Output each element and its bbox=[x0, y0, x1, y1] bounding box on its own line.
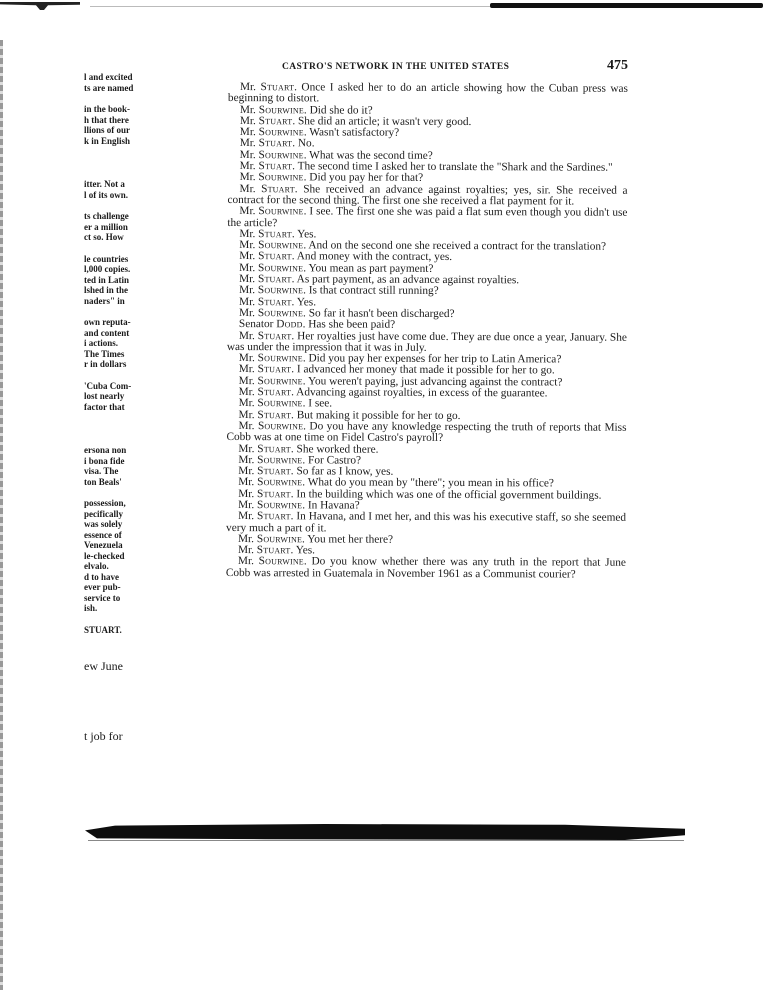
paragraph-text: Mr. bbox=[239, 114, 259, 128]
paragraph-text: Mr. bbox=[239, 239, 259, 252]
paragraph-text: Mr. bbox=[237, 555, 259, 568]
paragraph-text: Senator bbox=[238, 318, 277, 331]
margin-fragment: er a million bbox=[84, 221, 128, 232]
paragraph-text: . You mean as part payment? bbox=[303, 262, 434, 275]
transcript-paragraph bbox=[226, 556, 626, 580]
speaker-name: Stuart bbox=[257, 442, 291, 455]
fragment-gap bbox=[84, 635, 144, 659]
paragraph-text: . What was the second time? bbox=[303, 149, 433, 162]
margin-fragment: le-checked bbox=[84, 550, 125, 561]
margin-fragment: h that there bbox=[84, 114, 129, 125]
paragraph-text: Mr. bbox=[238, 329, 258, 342]
paragraph-text: . You met her there? bbox=[302, 533, 394, 546]
margin-fragment: visa. The bbox=[84, 466, 119, 476]
margin-fragment: ish. bbox=[84, 603, 98, 613]
margin-fragment: ts challenge bbox=[84, 211, 129, 221]
margin-fragment: Venezuela bbox=[84, 540, 123, 550]
margin-fragment: and content bbox=[84, 327, 130, 338]
paragraph-text: . And on the second one she received a contract for the translation? bbox=[303, 239, 607, 253]
paragraph-text: . And money with the contract, yes. bbox=[291, 250, 453, 264]
speaker-name: Sourwine bbox=[257, 352, 303, 365]
paragraph-text: . The second time I asked her to translate the "Shark and the Sardines." bbox=[292, 160, 613, 174]
transcript-body bbox=[226, 82, 628, 581]
margin-fragment: l,000 copies. bbox=[84, 264, 131, 274]
paragraph-text: Mr. bbox=[239, 137, 259, 150]
speaker-name: Sourwine bbox=[258, 103, 304, 116]
speaker-name: Sourwine bbox=[257, 420, 304, 433]
paragraph-text: . Do you know whether there was any truth in the report that June Cobb was arrested in Guatemala in November 1961 as a Communist courier? bbox=[225, 555, 626, 581]
paragraph-text: Mr. bbox=[238, 465, 258, 478]
paragraph-text: . Do you have any knowledge respecting the truth of reports that Miss Cobb was at one time on Fidel Castro's payroll? bbox=[226, 420, 627, 445]
paragraph-text: . In Havana? bbox=[302, 499, 360, 512]
scan-artifact-bottom-line bbox=[88, 840, 684, 841]
paragraph-text: Mr. bbox=[239, 81, 261, 94]
margin-fragment: pecifically bbox=[84, 508, 123, 519]
paragraph-text: . No. bbox=[292, 137, 315, 150]
margin-fragment: le countries bbox=[84, 253, 129, 264]
margin-fragment: service to bbox=[84, 592, 121, 603]
speaker-name: Sourwine bbox=[256, 499, 303, 512]
paragraph-text: . You weren't paying, just advancing against the contract? bbox=[302, 375, 563, 389]
paragraph-text: Mr. bbox=[238, 352, 258, 365]
speaker-name: Stuart bbox=[257, 487, 291, 500]
margin-fragment: llions of our bbox=[84, 125, 131, 135]
fragment-gap bbox=[84, 423, 144, 434]
margin-fragment: i actions. bbox=[84, 338, 119, 348]
speaker-name: Sourwine bbox=[258, 261, 304, 275]
speaker-name: Sourwine bbox=[256, 533, 303, 546]
margin-fragment: k in English bbox=[84, 135, 131, 146]
fragment-gap bbox=[84, 370, 144, 381]
paragraph-text: . Did she do it? bbox=[303, 103, 373, 117]
paragraph-text: . As part payment, as an advance against royalties. bbox=[291, 273, 520, 287]
paragraph-text: Mr. bbox=[238, 408, 258, 421]
speaker-name: Stuart bbox=[257, 465, 291, 478]
margin-fragment: elvalo. bbox=[84, 561, 109, 571]
speaker-name: Stuart bbox=[260, 81, 295, 94]
fragment-gap bbox=[84, 243, 144, 254]
paragraph-text: . In the building which was one of the official government buildings. bbox=[290, 487, 602, 502]
paragraph-text: Mr. bbox=[239, 103, 259, 116]
facing-page-fragments bbox=[84, 72, 144, 743]
paragraph-text: Mr. bbox=[238, 453, 258, 466]
transcript-paragraph bbox=[227, 184, 627, 208]
paragraph-text: Mr. bbox=[239, 261, 259, 274]
paragraph-text: Mr. bbox=[239, 250, 259, 263]
fragment-gap bbox=[84, 146, 144, 157]
paragraph-text: Mr. bbox=[238, 442, 258, 455]
margin-fragment: lost nearly bbox=[84, 391, 125, 401]
paragraph-text: Mr. bbox=[239, 182, 262, 195]
transcript-paragraph bbox=[227, 206, 627, 230]
paragraph-text: Mr. bbox=[239, 126, 259, 139]
margin-fragment: factor that bbox=[84, 401, 125, 412]
scan-artifact-top-left bbox=[0, 2, 80, 10]
paragraph-text: . Yes. bbox=[291, 295, 317, 309]
margin-fragment: ct so. How bbox=[84, 232, 124, 242]
margin-fragment: l of its own. bbox=[84, 189, 129, 200]
speaker-name: Sourwine bbox=[258, 126, 304, 139]
paragraph-text: . So far as I know, yes. bbox=[290, 465, 394, 478]
paragraph-text: . Yes. bbox=[291, 228, 317, 241]
paragraph-text: . Wasn't satisfactory? bbox=[303, 126, 400, 139]
speaker-name: Sourwine bbox=[258, 239, 304, 252]
margin-fragment: l and excited bbox=[84, 72, 133, 82]
margin-fragment: possession, bbox=[84, 498, 126, 508]
paragraph-text: . Is that contract still running? bbox=[303, 284, 439, 298]
fragment-gap bbox=[84, 306, 144, 317]
margin-fragment: ton Beals' bbox=[84, 476, 122, 487]
paragraph-text: . Has she been paid? bbox=[302, 318, 396, 331]
margin-fragment: ersona non bbox=[84, 445, 127, 455]
transcript-paragraph bbox=[228, 82, 628, 106]
margin-fragment: ever pub- bbox=[84, 582, 121, 592]
speaker-name: Stuart bbox=[257, 408, 292, 421]
paragraph-text: . I advanced her money that made it possible for her to go. bbox=[291, 363, 555, 377]
paragraph-text: Mr. bbox=[238, 510, 258, 523]
paragraph-text: . She did an article; it wasn't very good. bbox=[292, 115, 472, 128]
scan-artifact-top-bar bbox=[490, 3, 763, 8]
paragraph-text: . Advancing against royalties, in excess of the guarantee. bbox=[291, 386, 548, 400]
speaker-name: Stuart bbox=[258, 160, 293, 173]
fragment-gap bbox=[84, 168, 144, 179]
fragment-gap bbox=[84, 614, 144, 625]
paragraph-text: Mr. bbox=[239, 273, 259, 286]
paragraph-text: . She worked there. bbox=[290, 442, 379, 456]
paragraph-text: Mr. bbox=[239, 148, 259, 161]
speaker-name: Stuart bbox=[258, 115, 293, 128]
speaker-name: Stuart bbox=[257, 386, 292, 399]
speaker-name: Dodd bbox=[276, 318, 303, 331]
paragraph-text: . She received an advance against royalties; yes, sir. She received a contract for the second thing. The first one she received a flat payment for it. bbox=[227, 182, 628, 208]
speaker-name: Stuart bbox=[261, 182, 295, 195]
scan-artifact-bottom-bar bbox=[85, 824, 685, 840]
speaker-name: Sourwine bbox=[257, 453, 303, 467]
page-number: 475 bbox=[607, 58, 628, 73]
fragment-gap bbox=[84, 157, 144, 168]
speaker-name: Sourwine bbox=[257, 374, 303, 388]
paragraph-text: Mr. bbox=[238, 487, 258, 500]
paragraph-text: Mr. bbox=[239, 284, 258, 297]
fragment-gap bbox=[84, 434, 144, 445]
paragraph-text: Mr. bbox=[238, 397, 258, 410]
scan-top-edge bbox=[0, 0, 763, 14]
margin-fragment: in the book- bbox=[84, 104, 131, 114]
paragraph-text: Mr. bbox=[238, 419, 258, 433]
fragment-gap bbox=[84, 487, 144, 498]
speaker-name: Sourwine bbox=[258, 148, 304, 162]
paragraph-text: Mr. bbox=[237, 532, 257, 546]
margin-fragment: r in dollars bbox=[84, 359, 127, 369]
paragraph-text: . What do you mean by "there"; you mean in his office? bbox=[302, 476, 554, 490]
margin-fragment: itter. Not a bbox=[84, 179, 125, 189]
paragraph-text: . But making it possible for her to go. bbox=[291, 408, 461, 422]
margin-fragment: ew June bbox=[84, 659, 123, 673]
paragraph-text: Mr. bbox=[239, 171, 259, 184]
paragraph-text: . In Havana, and I met her, and this was his executive staff, so she seemed very much a part of it. bbox=[226, 510, 627, 535]
margin-fragment: d to have bbox=[84, 571, 120, 582]
margin-fragment: 'Cuba Com- bbox=[84, 380, 132, 391]
paragraph-text: Mr. bbox=[238, 476, 258, 489]
paragraph-text: Mr. bbox=[239, 205, 259, 218]
paragraph-text: Mr. bbox=[237, 544, 257, 557]
paragraph-text: . Did you pay her expenses for her trip to Latin America? bbox=[302, 352, 562, 366]
transcript-paragraph bbox=[226, 511, 626, 535]
fragment-gap bbox=[84, 200, 144, 211]
paragraph-text: Mr. bbox=[239, 295, 258, 308]
paragraph-text: Mr. bbox=[238, 363, 258, 376]
margin-fragment: The Times bbox=[84, 348, 125, 359]
speaker-name: Stuart bbox=[258, 250, 292, 263]
paragraph-text: . Yes. bbox=[290, 544, 315, 557]
margin-fragment: ted in Latin bbox=[84, 274, 130, 285]
paragraph-text: . Her royalties just have come due. They are due once a year, January. She was under the impression that it was in July. bbox=[226, 329, 627, 354]
margin-fragment: essence of bbox=[84, 529, 122, 540]
speaker-name: Sourwine bbox=[257, 397, 303, 410]
paragraph-text: Mr. bbox=[238, 386, 258, 399]
margin-fragment: t job for bbox=[84, 729, 123, 743]
margin-fragment: own reputa- bbox=[84, 317, 131, 327]
speaker-name: Stuart bbox=[257, 363, 292, 376]
speaker-name: Sourwine bbox=[258, 555, 304, 568]
paragraph-text: Mr. bbox=[239, 227, 259, 240]
speaker-name: Stuart bbox=[258, 137, 293, 150]
fragment-gap bbox=[84, 93, 144, 104]
paragraph-text: . For Castro? bbox=[302, 454, 362, 467]
margin-fragment: was solely bbox=[84, 519, 123, 529]
speaker-name: Stuart bbox=[258, 227, 292, 241]
margin-fragment: ts are named bbox=[84, 82, 134, 93]
speaker-name: Stuart bbox=[257, 510, 291, 523]
paragraph-text: . I see. The first one she was paid a flat sum even though you didn't use the article? bbox=[227, 205, 628, 229]
speaker-name: Stuart bbox=[257, 329, 292, 342]
speaker-name: Sourwine bbox=[257, 476, 303, 489]
speaker-name: Stuart bbox=[256, 544, 291, 557]
speaker-name: Sourwine bbox=[258, 171, 304, 184]
fragment-gap bbox=[84, 412, 144, 423]
paragraph-text: . So far it hasn't been discharged? bbox=[303, 307, 455, 320]
running-head: CASTRO'S NETWORK IN THE UNITED STATES bbox=[282, 62, 510, 72]
margin-fragment: STUART. bbox=[84, 624, 122, 635]
paragraph-text: Mr. bbox=[238, 306, 258, 320]
paragraph-text: . Did you pay her for that? bbox=[303, 171, 424, 185]
paragraph-text: Mr. bbox=[238, 499, 258, 512]
paragraph-text: . I see. bbox=[302, 397, 333, 410]
speaker-name: Sourwine bbox=[257, 307, 304, 320]
speaker-name: Stuart bbox=[257, 295, 292, 308]
speaker-name: Sourwine bbox=[257, 284, 304, 297]
paragraph-text: Mr. bbox=[238, 374, 258, 387]
paragraph-text: . Once I asked her to do an article showing how the Cuban press was beginning to distort. bbox=[227, 81, 629, 105]
margin-fragment: naders" in bbox=[84, 295, 125, 306]
paragraph-text: Mr. bbox=[239, 160, 259, 173]
transcript-paragraph bbox=[227, 331, 627, 355]
scan-artifact-top-rule bbox=[90, 6, 490, 7]
speaker-name: Stuart bbox=[257, 273, 292, 286]
scan-left-edge bbox=[0, 40, 3, 990]
margin-fragment: lshed in the bbox=[84, 285, 129, 295]
page-header bbox=[232, 58, 628, 76]
speaker-name: Sourwine bbox=[258, 205, 304, 218]
transcript-paragraph bbox=[226, 421, 626, 445]
margin-fragment: i bona fide bbox=[84, 455, 125, 466]
